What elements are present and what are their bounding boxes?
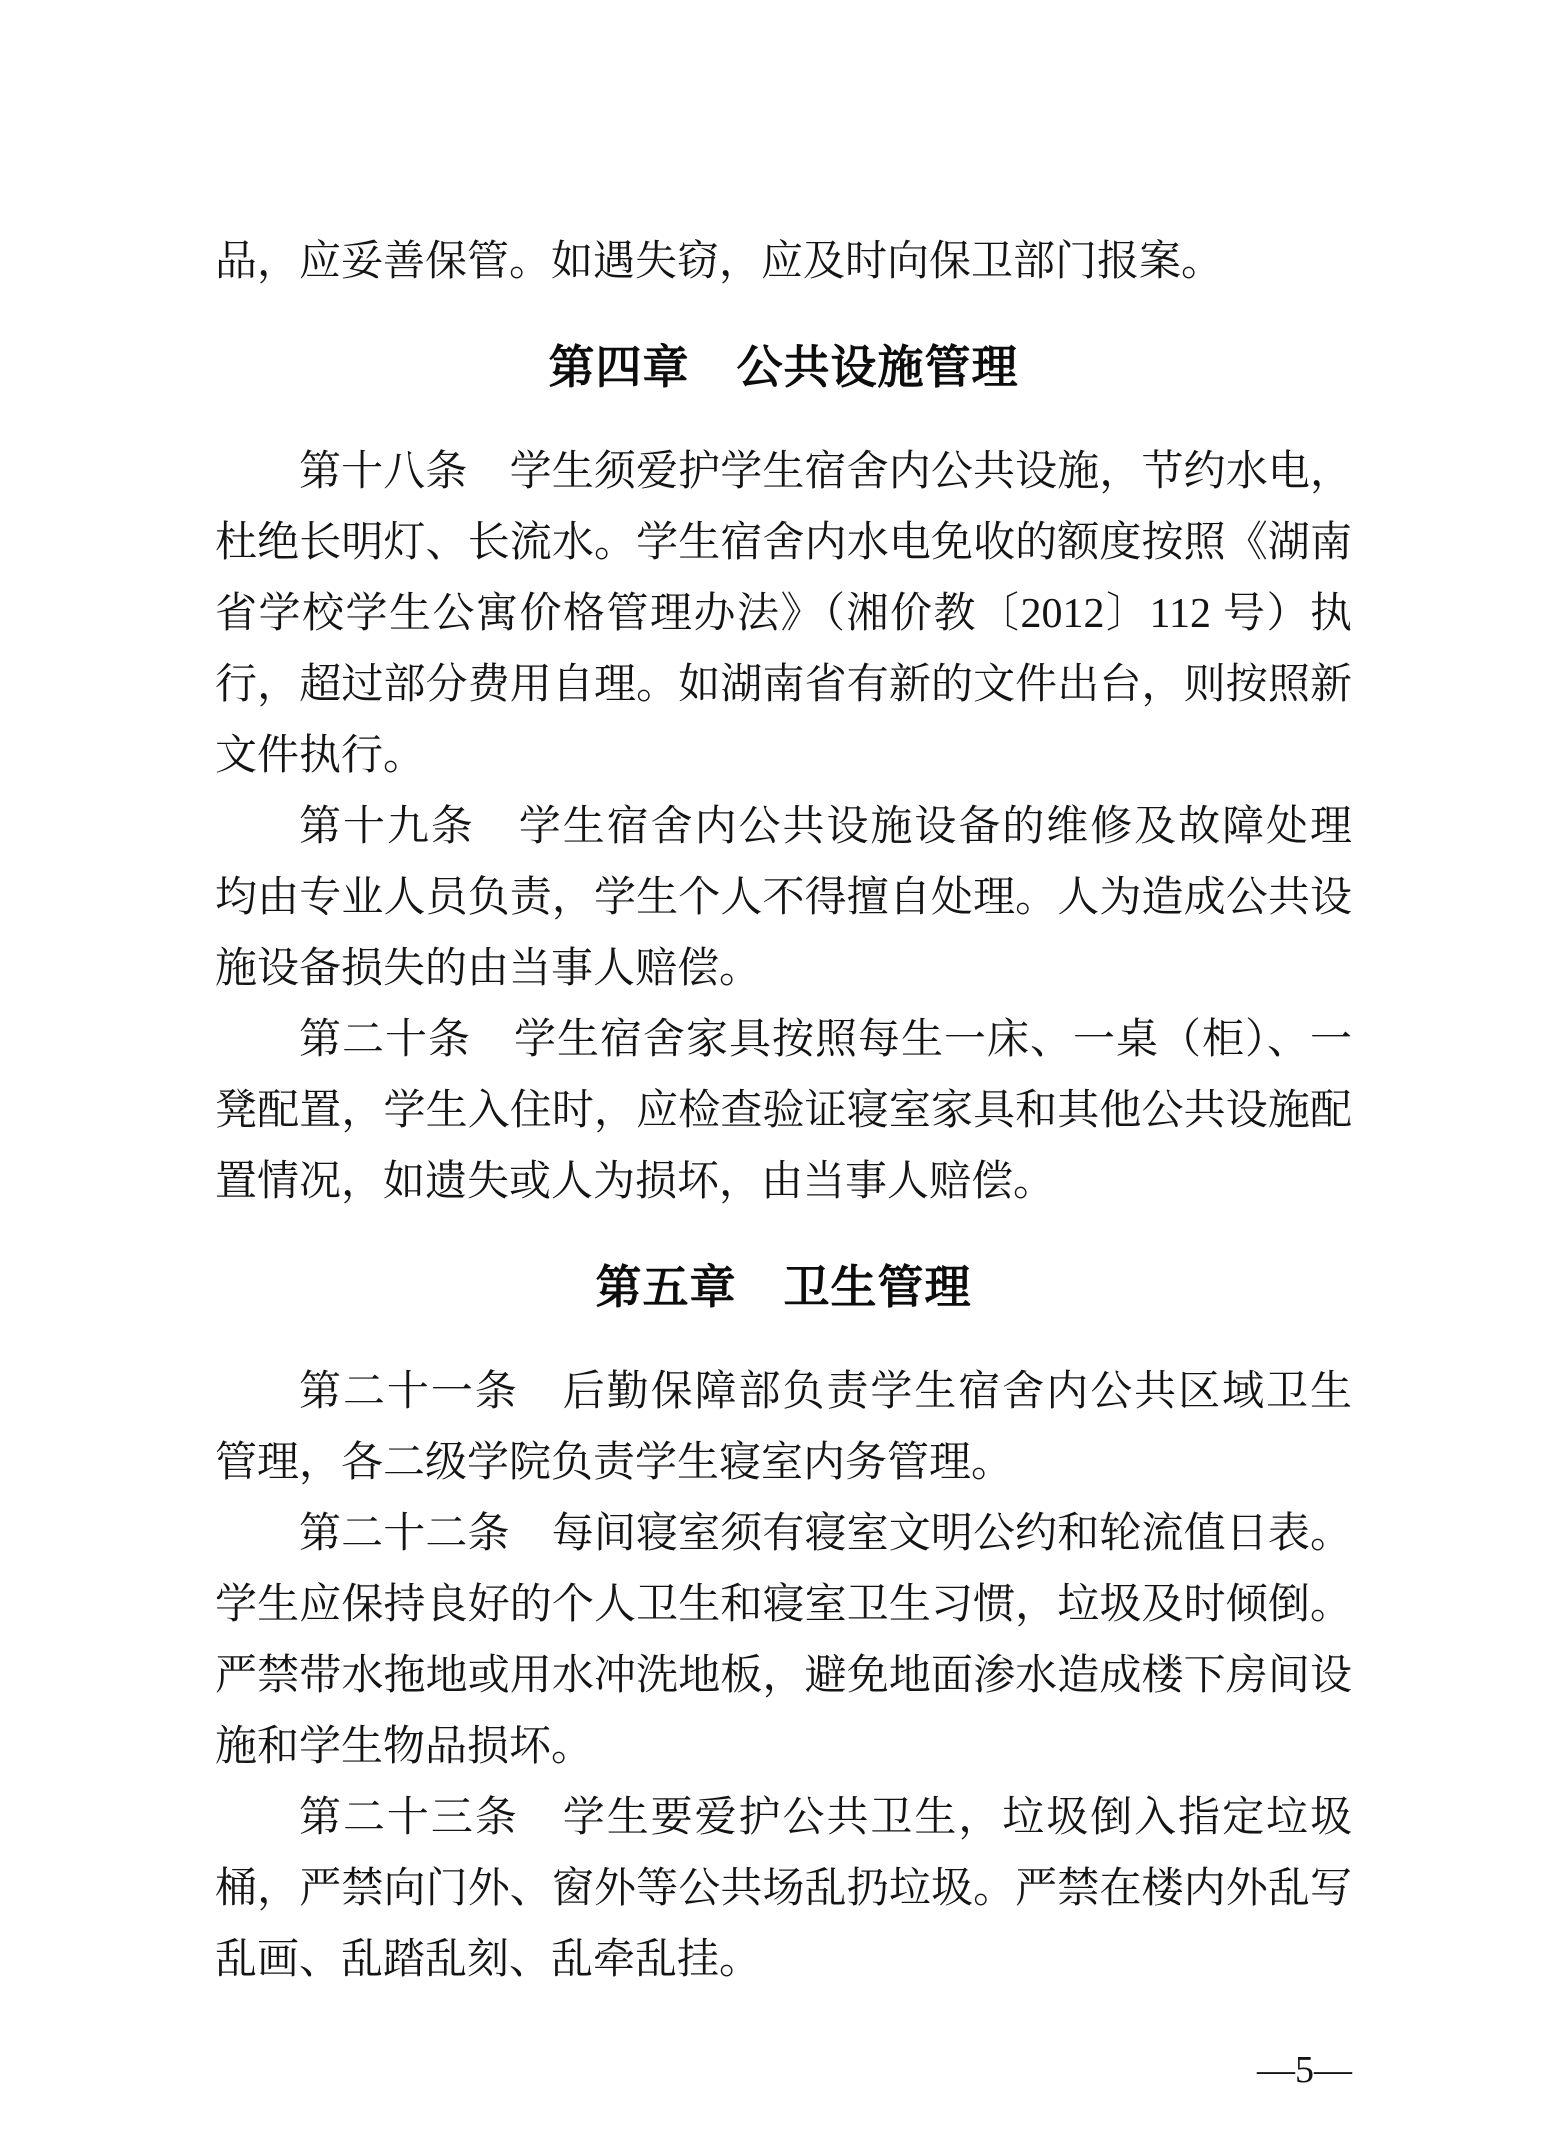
page-number: —5—: [1257, 2049, 1352, 2091]
body-text-line: 第二十条 学生宿舍家具按照每生一床、一桌（柜）、一: [299, 1017, 1352, 1063]
body-text-line: 管理，各二级学院负责学生寝室内务管理。: [215, 1440, 1014, 1486]
body-text-line: 均由专业人员负责，学生个人不得擅自处理。人为造成公共设: [215, 875, 1352, 921]
document-body: [215, 227, 1352, 1996]
body-text-line: 品，应妥善保管。如遇失窃，应及时向保卫部门报案。: [215, 239, 1224, 285]
body-text-line: 乱画、乱踏乱刻、乱牵乱挂。: [215, 1937, 762, 1983]
chapter-heading: 第四章 公共设施管理: [548, 341, 1019, 393]
body-text-line: 第二十二条 每间寝室须有寝室文明公约和轮流值日表。: [299, 1511, 1352, 1557]
body-text-line: 学生应保持良好的个人卫生和寝室卫生习惯，垃圾及时倾倒。: [215, 1582, 1352, 1628]
body-text-line: 置情况，如遗失或人为损坏，由当事人赔偿。: [215, 1159, 1056, 1205]
chapter-heading: 第五章 卫生管理: [595, 1261, 972, 1313]
body-text-line: 文件执行。: [215, 733, 426, 779]
body-text-line: 第十九条 学生宿舍内公共设施设备的维修及故障处理: [299, 804, 1352, 850]
body-text-line: 第二十一条 后勤保障部负责学生宿舍内公共区域卫生: [299, 1369, 1352, 1415]
body-text-line: 凳配置，学生入住时，应检查验证寝室家具和其他公共设施配: [215, 1088, 1352, 1134]
body-text-line: 第二十三条 学生要爱护公共卫生，垃圾倒入指定垃圾: [299, 1795, 1352, 1841]
body-text-line: 严禁带水拖地或用水冲洗地板，避免地面渗水造成楼下房间设: [215, 1653, 1352, 1699]
body-text-line: 施设备损失的由当事人赔偿。: [215, 946, 762, 992]
body-text-line: 施和学生物品损坏。: [215, 1724, 594, 1770]
body-text-line: 行，超过部分费用自理。如湖南省有新的文件出台，则按照新: [215, 662, 1352, 708]
body-text-line: 桶，严禁向门外、窗外等公共场乱扔垃圾。严禁在楼内外乱写: [215, 1866, 1352, 1912]
body-text-line: 省学校学生公寓价格管理办法》（湘价教〔2012〕112 号）执: [215, 591, 1352, 637]
body-text-line: 第十八条 学生须爱护学生宿舍内公共设施，节约水电，: [299, 449, 1352, 495]
body-text-line: 杜绝长明灯、长流水。学生宿舍内水电免收的额度按照《湖南: [215, 520, 1352, 566]
